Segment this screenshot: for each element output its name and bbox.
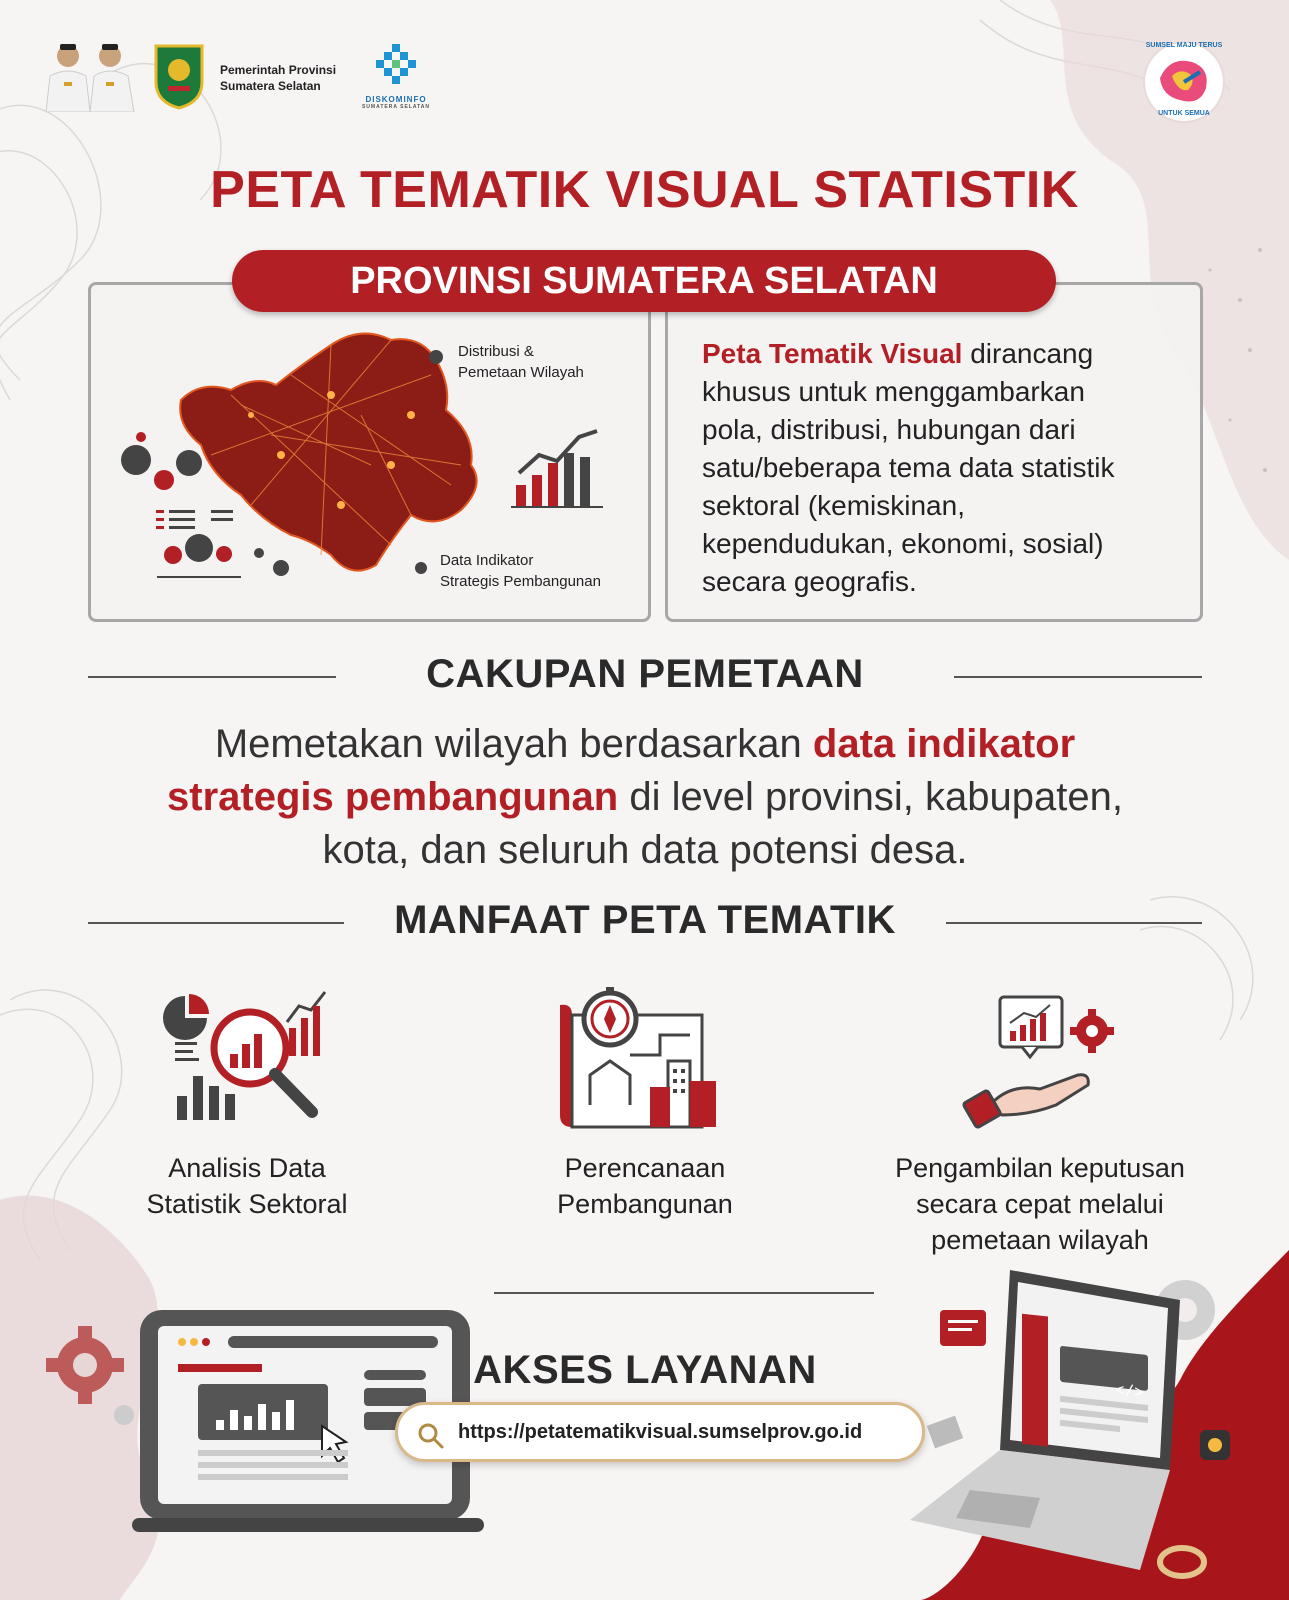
divider xyxy=(946,922,1202,924)
map-label-mapping: Pemetaan Wilayah xyxy=(458,364,584,381)
divider xyxy=(494,1292,874,1294)
benefit-1-line2: Statistik Sektoral xyxy=(146,1189,348,1219)
map-label-indicator: Data Indikator xyxy=(440,552,534,569)
map-label-distribution: Distribusi & xyxy=(458,343,534,360)
org-name-line1: Pemerintah Provinsi xyxy=(220,63,337,77)
org-name-line2: Sumatera Selatan xyxy=(220,79,321,93)
hand-chart-gear-icon xyxy=(960,995,1120,1135)
benefit-3-line1: Pengambilan keputusan xyxy=(895,1153,1185,1183)
service-url[interactable]: https://petatematikvisual.sumselprov.go.id xyxy=(458,1421,863,1443)
province-emblem-icon xyxy=(152,42,206,110)
divider xyxy=(954,676,1202,678)
benefit-3-line2: secara cepat melalui xyxy=(916,1189,1164,1219)
map-label-strategy: Strategis Pembangunan xyxy=(440,573,601,590)
benefit-3-line3: pemetaan wilayah xyxy=(931,1225,1149,1255)
magnifier-chart-icon xyxy=(117,976,372,1141)
gear-icon xyxy=(40,1320,140,1430)
leaders-photo xyxy=(38,42,142,112)
subtitle-banner: PROVINSI SUMATERA SELATAN xyxy=(232,250,1056,312)
access-heading: AKSES LAYANAN xyxy=(473,1348,817,1392)
benefit-2-line1: Perencanaan xyxy=(564,1153,726,1183)
benefits-heading: MANFAAT PETA TEMATIK xyxy=(394,898,896,942)
badge-bottom-text: UNTUK SEMUA xyxy=(1158,110,1210,117)
scope-text: Memetakan wilayah berdasarkan data indikator strategis pembangunan di level provinsi, kabupaten, kota, dan seluruh data potensi desa. xyxy=(167,722,1123,872)
benefit-2-line2: Pembangunan xyxy=(557,1189,733,1219)
scope-heading: CAKUPAN PEMETAAN xyxy=(426,652,864,696)
agency-name: DISKOMINFO xyxy=(365,95,427,104)
search-icon xyxy=(416,1421,446,1451)
badge-top-text: SUMSEL MAJU TERUS xyxy=(1145,42,1223,49)
compass-blueprint-icon xyxy=(550,985,730,1135)
laptop-illustration xyxy=(910,1270,1250,1600)
benefit-1-line1: Analisis Data xyxy=(168,1153,326,1183)
sumsel-badge xyxy=(1140,38,1228,126)
description-highlight: Peta Tematik Visual xyxy=(702,338,963,369)
description-text: Peta Tematik Visual dirancang khusus untuk menggambarkan pola, distribusi, hubungan dari satu/beberapa tema data statistik sektoral (kemiskinan, kependudukan, ekonomi, sosial) secara geografis. xyxy=(702,338,1115,597)
service-url-link[interactable] xyxy=(395,1402,925,1462)
page-title: PETA TEMATIK VISUAL STATISTIK xyxy=(210,161,1079,219)
svg-text:</>: </> xyxy=(1115,1381,1144,1403)
divider xyxy=(88,922,344,924)
diskominfo-logo-icon xyxy=(358,42,434,112)
description-panel xyxy=(665,282,1203,622)
map-panel xyxy=(88,282,651,622)
divider xyxy=(88,676,336,678)
agency-sub: SUMATERA SELATAN xyxy=(361,104,431,110)
